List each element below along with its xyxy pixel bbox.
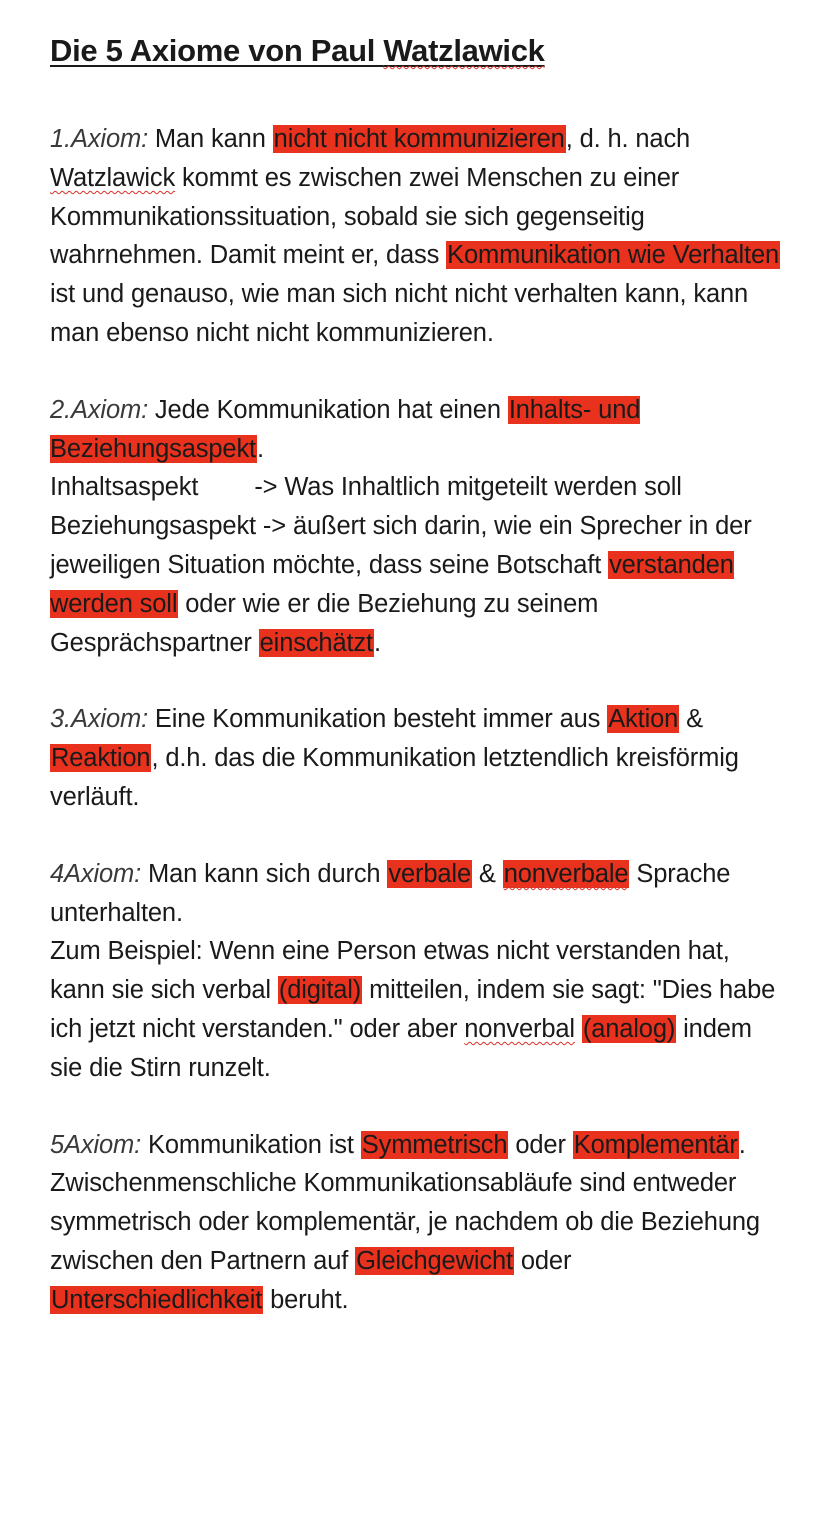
axiom-3-label: 3.Axiom: — [50, 705, 148, 734]
axiom-5-text: oder — [508, 1130, 573, 1159]
axiom-1 — [50, 120, 790, 353]
highlight: Aktion — [608, 705, 679, 734]
highlight: Gleichgewicht — [356, 1246, 513, 1275]
highlight: nonverbale — [503, 859, 629, 888]
spellcheck-word: Watzlawick — [50, 163, 176, 192]
inhalt-definition: -> Was Inhaltlich mitgeteilt werden soll — [254, 473, 682, 502]
axiom-1-text: kommt es zwischen zwei Menschen zu einer Kommunikationssituation, sobald sie sich gegenseitig wahrnehmen. Damit meint er, dass — [50, 163, 680, 270]
axiom-3-text: , d.h. das die Kommunikation letztendlich kreisförmig verläuft. — [50, 744, 739, 811]
highlight: Symmetrisch — [361, 1130, 508, 1159]
beziehung-text: oder wie er die Beziehung zu seinem Gesprächspartner — [50, 589, 599, 657]
axiom-4-text: Man kann sich durch — [141, 859, 388, 888]
highlight: verstanden werden soll — [50, 550, 734, 618]
highlight: verbale — [388, 859, 471, 888]
highlight: Kommunikation wie Verhalten — [447, 241, 780, 270]
axiom-5-text: Kommunikation ist — [141, 1130, 361, 1159]
highlight: (analog) — [582, 1014, 676, 1043]
axiom-4-label: 4Axiom: — [50, 859, 142, 888]
axiom-2-label: 2.Axiom: — [50, 395, 148, 424]
axiom-1-text: Man kann — [148, 125, 273, 153]
axiom-5 — [50, 1126, 790, 1320]
title-spellcheck-word: Watzlawick — [383, 33, 545, 68]
axiom-5-text: . — [738, 1130, 746, 1159]
spellcheck-word: nonverbal — [464, 1014, 575, 1043]
axiom-4-text: Sprache unterhalten. — [50, 859, 731, 927]
axiom-2-text: Jede Kommunikation hat einen — [148, 395, 508, 424]
highlight: nicht nicht kommunizieren — [273, 125, 565, 153]
highlight: Komplementär — [573, 1130, 738, 1159]
axiom-2 — [50, 391, 790, 663]
highlight: einschätzt — [259, 628, 373, 657]
axiom-1-text: , d. h. nach — [565, 125, 691, 153]
example-text: beruht. — [263, 1285, 349, 1314]
axiom-3 — [50, 700, 790, 816]
page-title — [50, 26, 828, 76]
example-text: indem sie die Stirn runzelt. — [50, 1014, 752, 1082]
beziehung-text: Beziehungsaspekt -> äußert sich darin, wie ein Sprecher in der jeweiligen Situation möchte, dass seine Botschaft — [50, 512, 752, 579]
axiom-3-text: & — [679, 705, 703, 734]
example-text: Zum Beispiel: Wenn eine Person etwas nicht verstanden hat, kann sie sich verbal — [50, 937, 730, 1005]
highlight: (digital) — [278, 976, 362, 1005]
axiom-4-text: & — [471, 859, 503, 888]
axiom-3-text: Eine Kommunikation besteht immer aus — [148, 705, 608, 734]
example-text: Zwischenmenschliche Kommunikationsabläufe sind entweder symmetrisch oder komplementär, je nachdem ob die Beziehung zwischen den Partnern auf — [50, 1169, 760, 1275]
beziehung-text: . — [373, 628, 381, 657]
axiom-1-label: 1.Axiom: — [50, 125, 148, 153]
example-text: oder — [513, 1246, 572, 1275]
highlight: Inhalts- und Beziehungsaspekt — [50, 395, 641, 463]
highlight: Unterschiedlichkeit — [51, 1285, 263, 1314]
highlight: Reaktion — [51, 744, 151, 773]
axiom-5-label: 5Axiom: — [50, 1130, 142, 1159]
title-text: Die 5 Axiome von Paul — [50, 33, 384, 68]
inhalt-term: Inhaltsaspekt — [50, 473, 199, 502]
example-text — [575, 1015, 582, 1043]
axiom-2-text: . — [257, 434, 264, 463]
axiom-4 — [50, 855, 790, 1088]
axiom-1-text: ist und genauso, wie man sich nicht nicht verhalten kann, kann man ebenso nicht nicht kommunizieren. — [50, 280, 749, 347]
example-text: mitteilen, indem sie sagt: "Dies habe ich jetzt nicht verstanden." oder aber — [50, 976, 776, 1043]
